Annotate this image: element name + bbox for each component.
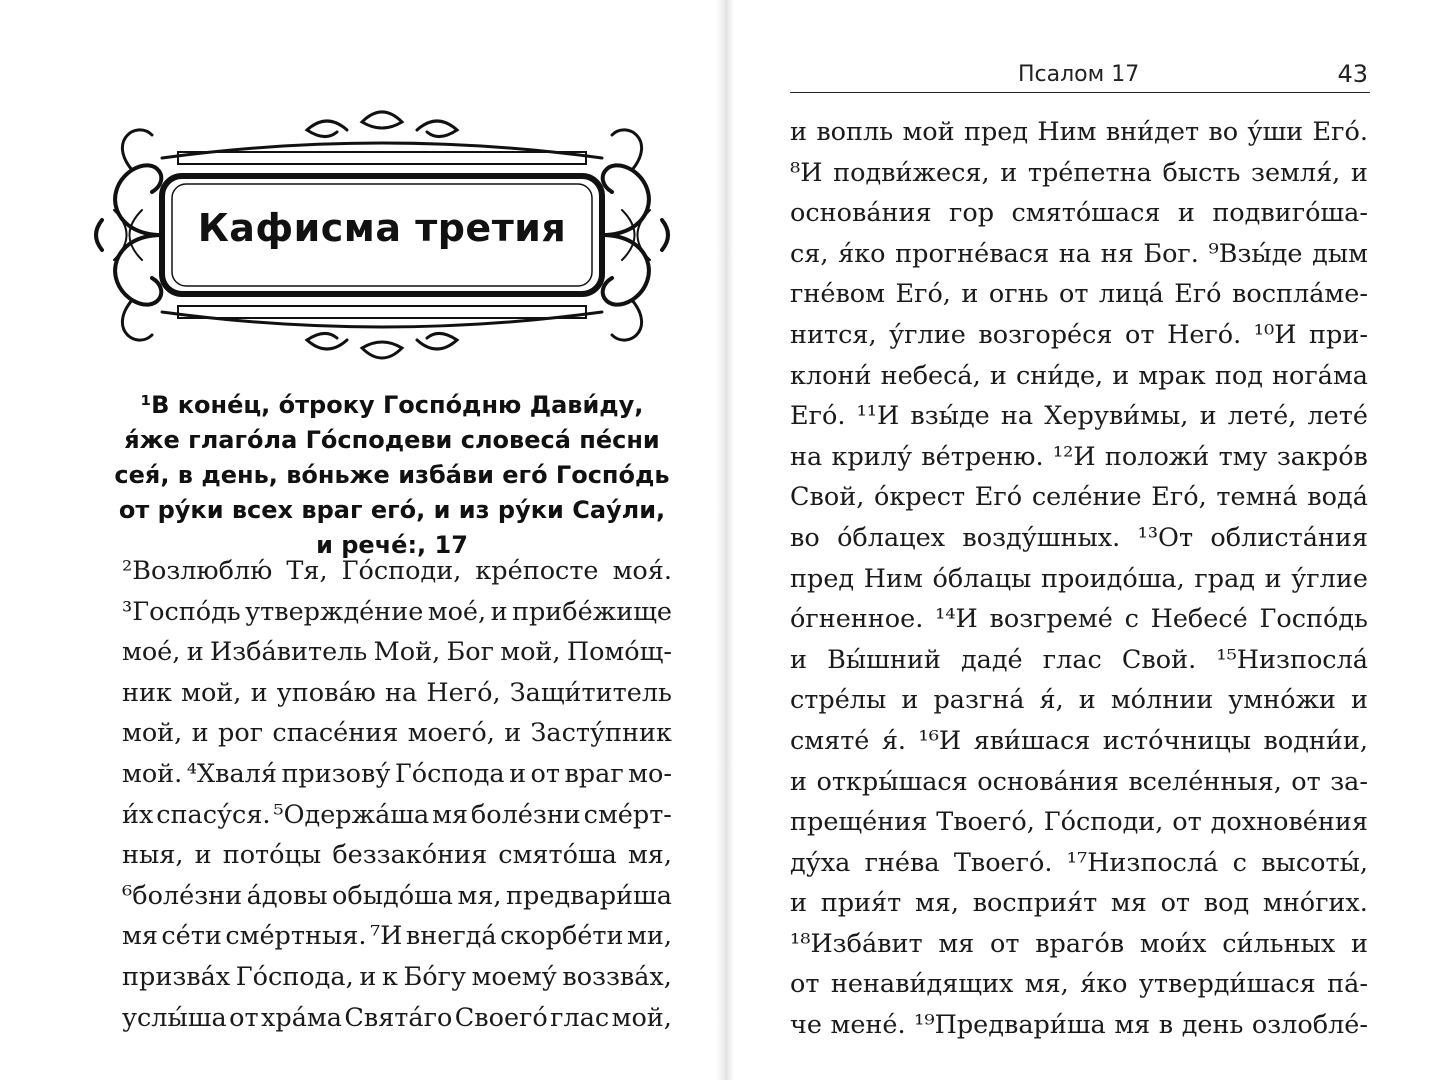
text-line: ник мой, и упова́ю на Него́, Защи́титель (122, 677, 672, 708)
text-line: и откры́шася основа́ния вселе́нныя, от за- (790, 766, 1368, 797)
text-line: и прия́т мя, восприя́т мя от вод мно́гих. (790, 888, 1368, 919)
text-line: ⁸И подви́жеся, и тре́петна бысть земля́, и (790, 157, 1368, 188)
text-line: Его́. ¹¹И взы́де на Херуви́мы, и лете́, лете́ (790, 401, 1368, 432)
text-line: и Вы́шний даде́ глас Свой. ¹⁵Низпосла́ (790, 644, 1368, 675)
text-line: основа́ния гор смято́шася и подвиго́ша- (790, 198, 1368, 229)
text-line: призва́х Го́спода, и к Бо́гу моему́ воззва́х, (122, 961, 672, 992)
superscription-line: ¹В коне́ц, о́троку Госпо́дню Дави́ду, (140, 391, 644, 419)
text-line: о́гненное. ¹⁴И возгреме́ с Небесе́ Госпо́дь (790, 604, 1368, 635)
kathisma-ornamental-frame (92, 100, 672, 370)
left-page (0, 0, 724, 1080)
text-line: ду́ха гне́ва Твоего́. ¹⁷Низпосла́ с высоты́, (790, 847, 1368, 878)
text-line: гне́вом Его́, и огнь от лица́ Его́ воспла́ме- (790, 279, 1368, 310)
text-line: преще́ния Твоего́, Го́споди, от дохнове́ния (790, 807, 1368, 838)
text-line: пред Ним о́блацы проидо́ша, град и у́глие (790, 563, 1368, 594)
right-body-text (790, 117, 1368, 1051)
text-line: мое́, и Изба́витель Мой, Бог мой, Помо́щ- (122, 637, 672, 668)
running-header (790, 58, 1370, 93)
text-line: ныя, и пото́цы беззако́ния смято́ша мя, (122, 840, 672, 871)
text-line: ³Госпо́дь утвержде́ние мое́, и прибе́жище (122, 596, 672, 627)
text-line: ⁶боле́зни а́довы обыдо́ша мя, предвари́ша (122, 880, 672, 911)
superscription-line: и рече́:, 17 (316, 531, 468, 559)
running-title: Псалом 17 (1018, 62, 1140, 87)
text-line: ¹⁸Изба́вит мя от враго́в мои́х си́льных и (790, 928, 1368, 959)
text-line: мой. ⁴Хваля́ призову́ Го́спода и от враг мо- (122, 758, 672, 789)
page-number: 43 (1337, 60, 1368, 88)
text-line: стре́лы и разгна́ я́, и мо́лнии умно́жи и (790, 685, 1368, 716)
superscription-line: я́же глаго́ла Го́сподеви словеса́ пе́сни (124, 426, 660, 454)
text-line: на крилу́ ве́треню. ¹²И положи́ тму закро́в (790, 441, 1368, 472)
text-line: че мене́. ¹⁹Предвари́ша мя в день озлобле́- (790, 1010, 1368, 1041)
text-line: от ненави́дящих мя, я́ко утверди́шася па́- (790, 969, 1368, 1000)
text-line: нится, у́глие возгоре́ся от Него́. ¹⁰И при- (790, 319, 1368, 350)
text-line: и вопль мой пред Ним вни́дет во у́ши Его́. (790, 117, 1368, 147)
text-line: клони́ небеса́, и сни́де, и мрак под нога́ма (790, 360, 1368, 391)
text-line: смяте́ я́. ¹⁶И яви́шася исто́чницы водни́и, (790, 725, 1368, 756)
text-line: ²Возлюблю́ Тя, Го́споди, кре́посте моя́. (122, 556, 672, 586)
superscription-line: сея́, в день, во́ньже изба́ви его́ Госпо́дь (114, 461, 670, 489)
text-line: услы́ша от хра́ма Свята́го Своего́ глас мой, (122, 1002, 672, 1033)
text-line: и́х спасу́ся. ⁵Одержа́ша мя боле́зни сме́рт- (122, 799, 672, 830)
text-line: во о́блацех возду́шных. ¹³От облиста́ния (790, 522, 1368, 553)
text-line: мой, и рог спасе́ния моего́, и Засту́пник (122, 718, 672, 749)
text-line: Свой, о́крест Его́ селе́ние Его́, темна́ вода́ (790, 482, 1368, 513)
text-line: мя се́ти сме́ртныя. ⁷И внегда́ скорбе́ти ми, (122, 921, 672, 952)
left-body-text (122, 556, 672, 1043)
kathisma-title: Кафисма третия (197, 206, 567, 250)
superscription-line: от ру́ки всех враг его́, и из ру́ки Сау́ли, (118, 496, 666, 524)
psalm-superscription (108, 388, 676, 563)
text-line: ся, я́ко прогне́вася на ня Бог. ⁹Взы́де дым (790, 238, 1368, 269)
